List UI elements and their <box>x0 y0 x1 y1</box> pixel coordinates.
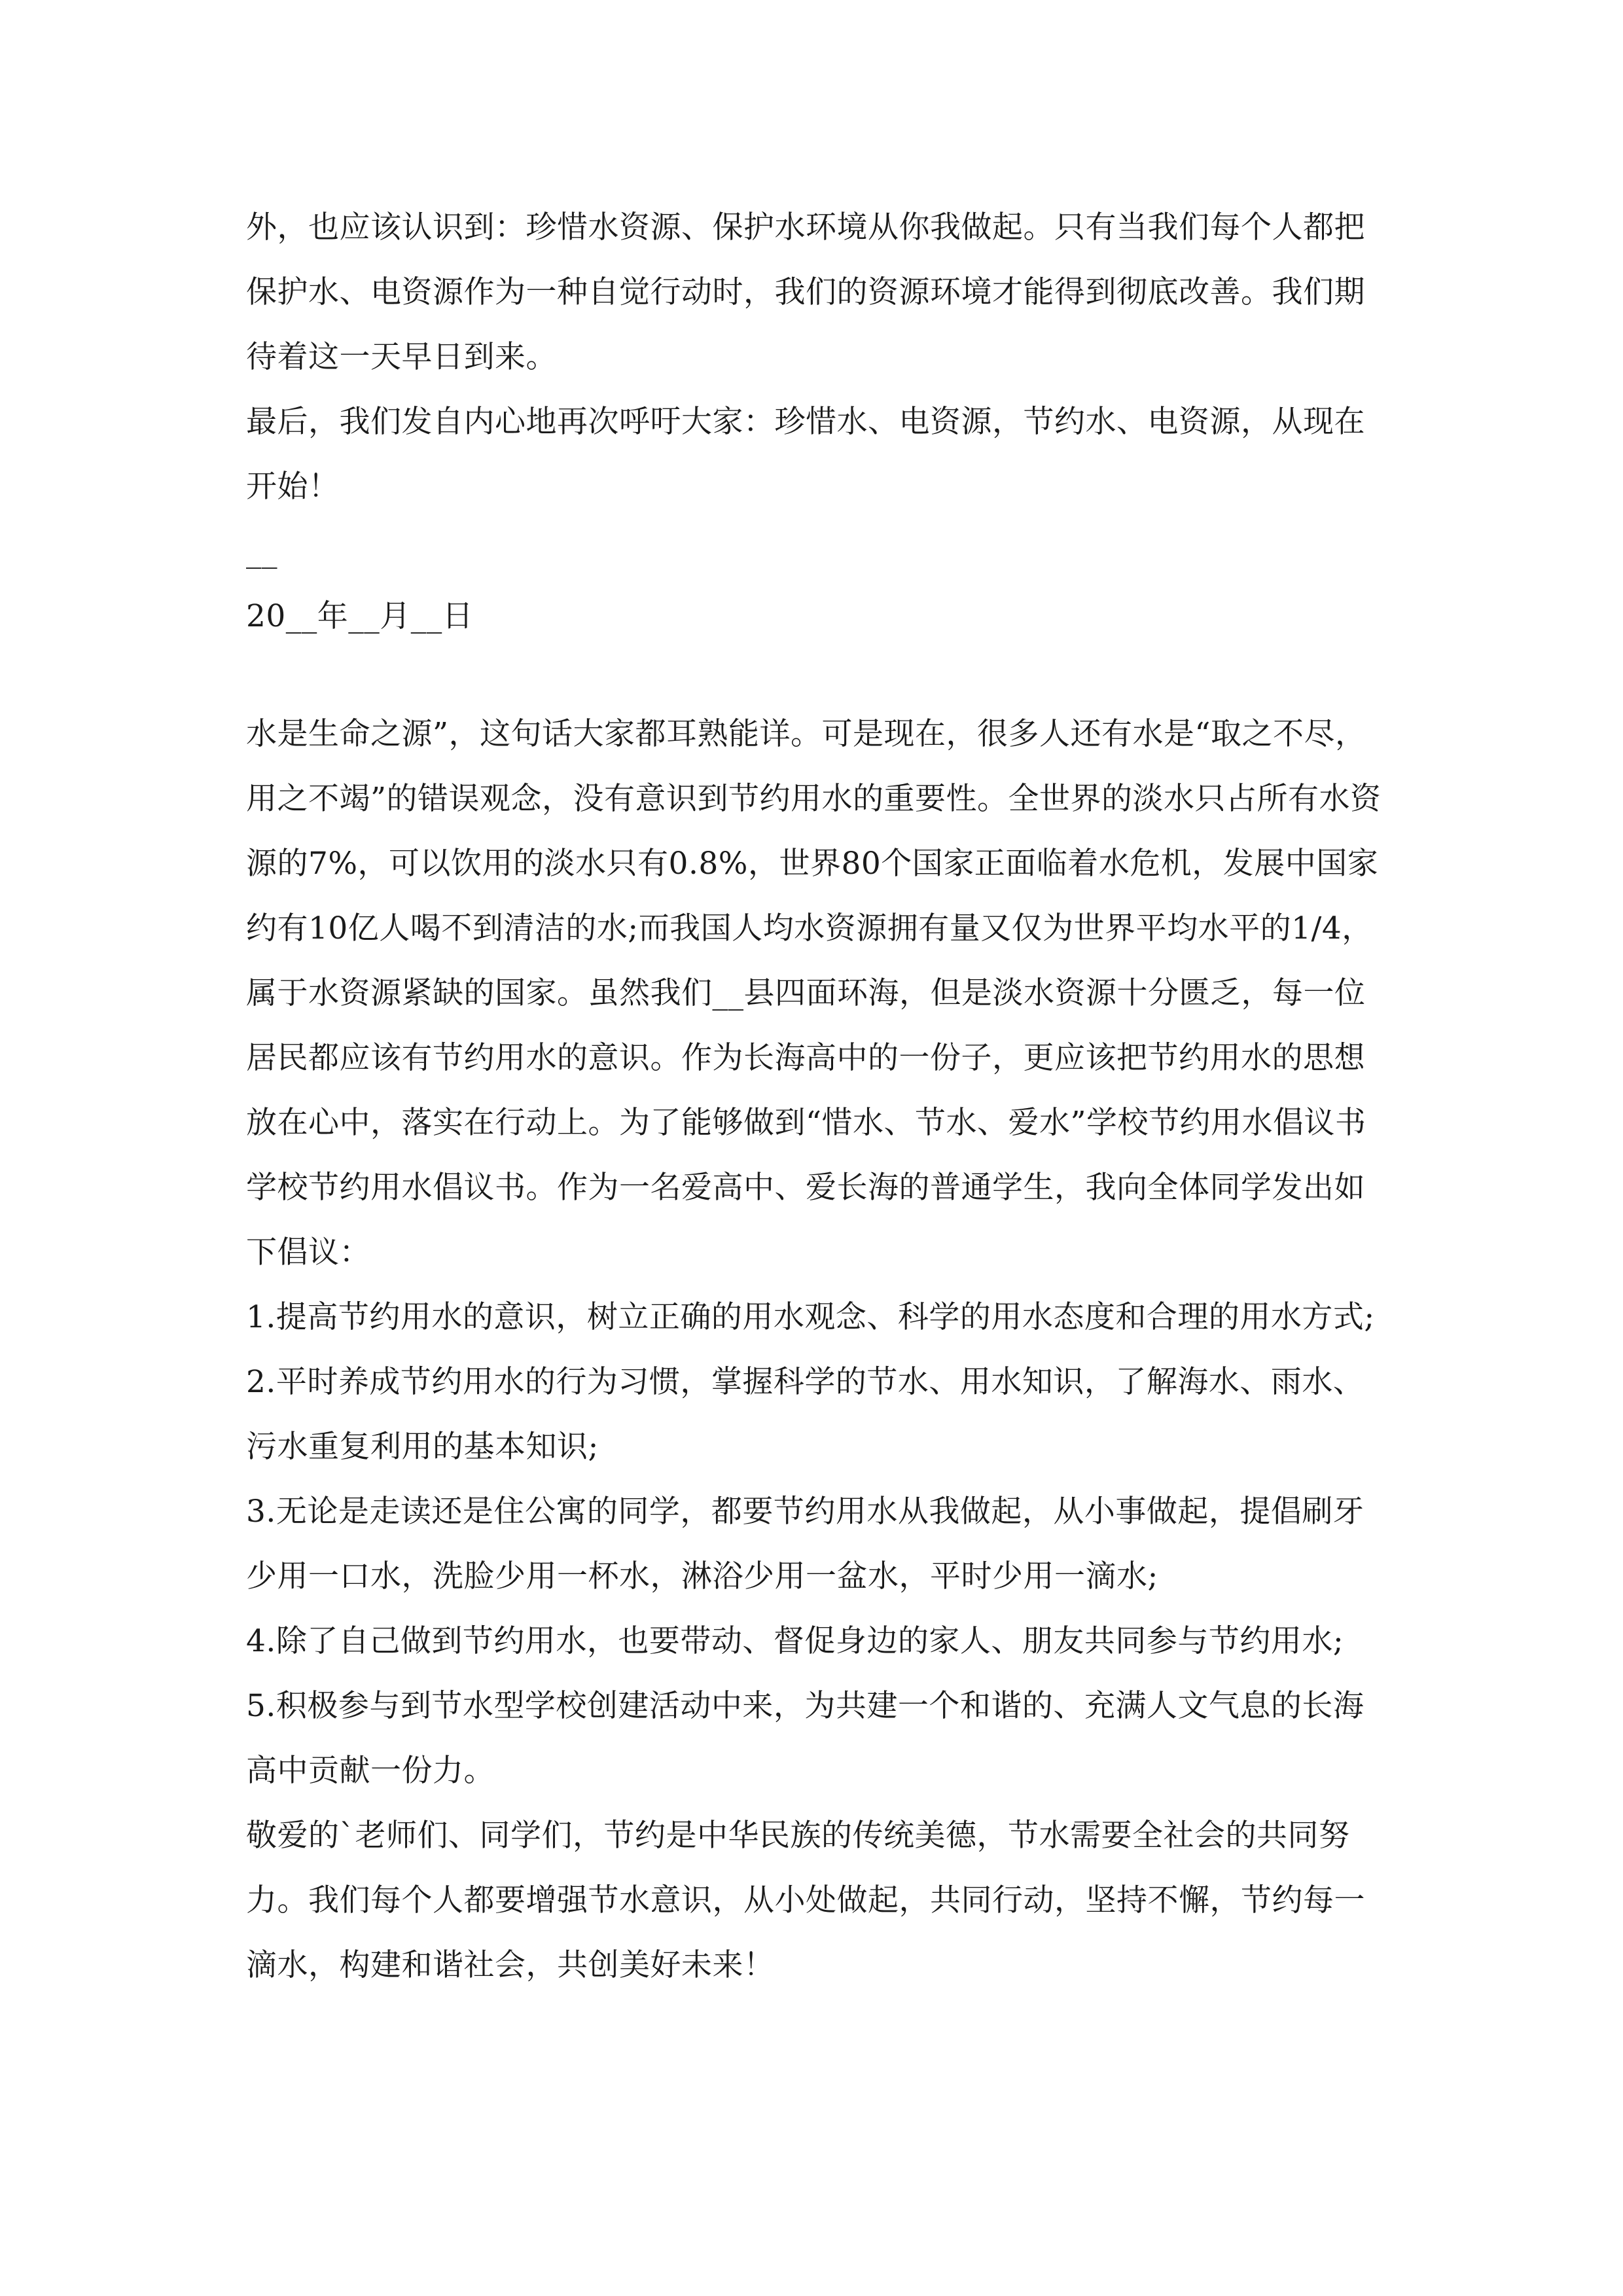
section-top <box>246 195 1385 649</box>
section-bottom <box>246 702 1385 1998</box>
proposal-item-4: 4.除了自己做到节约用水，也要带动、督促身边的家人、朋友共同参与节约用水; <box>246 1623 1344 1659</box>
proposal-item-3: 3.无论是走读还是住公寓的同学，都要节约用水从我做起，从小事做起，提倡刷牙少用一口水，洗脸少用一杯水，淋浴少用一盆水，平时少用一滴水; <box>246 1494 1364 1594</box>
date-line: 20__年__月__日 <box>246 598 474 634</box>
proposal-item-2: 2.平时养成节约用水的行为习惯，掌握科学的节水、用水知识，了解海水、雨水、污水重复利用的基本知识; <box>246 1364 1364 1465</box>
proposal-item-5: 5.积极参与到节水型学校创建活动中来，为共建一个和谐的、充满人文气息的长海高中贡献一份力。 <box>246 1688 1364 1789</box>
signature-line: __ <box>246 533 277 569</box>
paragraph-appeal: 最后，我们发自内心地再次呼吁大家：珍惜水、电资源，节约水、电资源，从现在开始！ <box>246 404 1365 505</box>
paragraph-closing: 敬爱的`老师们、同学们，节约是中华民族的传统美德，节水需要全社会的共同努力。我们每个人都要增强节水意识，从小处做起，共同行动，坚持不懈，节约每一滴水，构建和谐社会，共创美好未来！ <box>246 1818 1365 1983</box>
paragraph-intro: 水是生命之源”，这句话大家都耳熟能详。可是现在，很多人还有水是“取之不尽，用之不竭”的错误观念，没有意识到节约用水的重要性。全世界的淡水只占所有水资源的7%，可以饮用的淡水只有0.8%，世界80个国家正面临着水危机，发展中国家约有10亿人喝不到清洁的水;而我国人均水资源拥有量又仅为世界平均水平的1/4，属于水资源紧缺的国家。虽然我们__县四面环海，但是淡水资源十分匮乏，每一位居民都应该有节约用水的意识。作为长海高中的一份子，更应该把节约用水的思想放在心中，落实在行动上。为了能够做到“惜水、节水、爱水”学校节约用水倡议书学校节约用水倡议书。作为一名爱高中、爱长海的普通学生，我向全体同学发出如下倡议： <box>246 716 1382 1270</box>
paragraph-awareness: 外，也应该认识到：珍惜水资源、保护水环境从你我做起。只有当我们每个人都把保护水、电资源作为一种自觉行动时，我们的资源环境才能得到彻底改善。我们期待着这一天早日到来。 <box>246 209 1365 375</box>
proposal-item-1: 1.提高节约用水的意识，树立正确的用水观念、科学的用水态度和合理的用水方式; <box>246 1299 1375 1335</box>
